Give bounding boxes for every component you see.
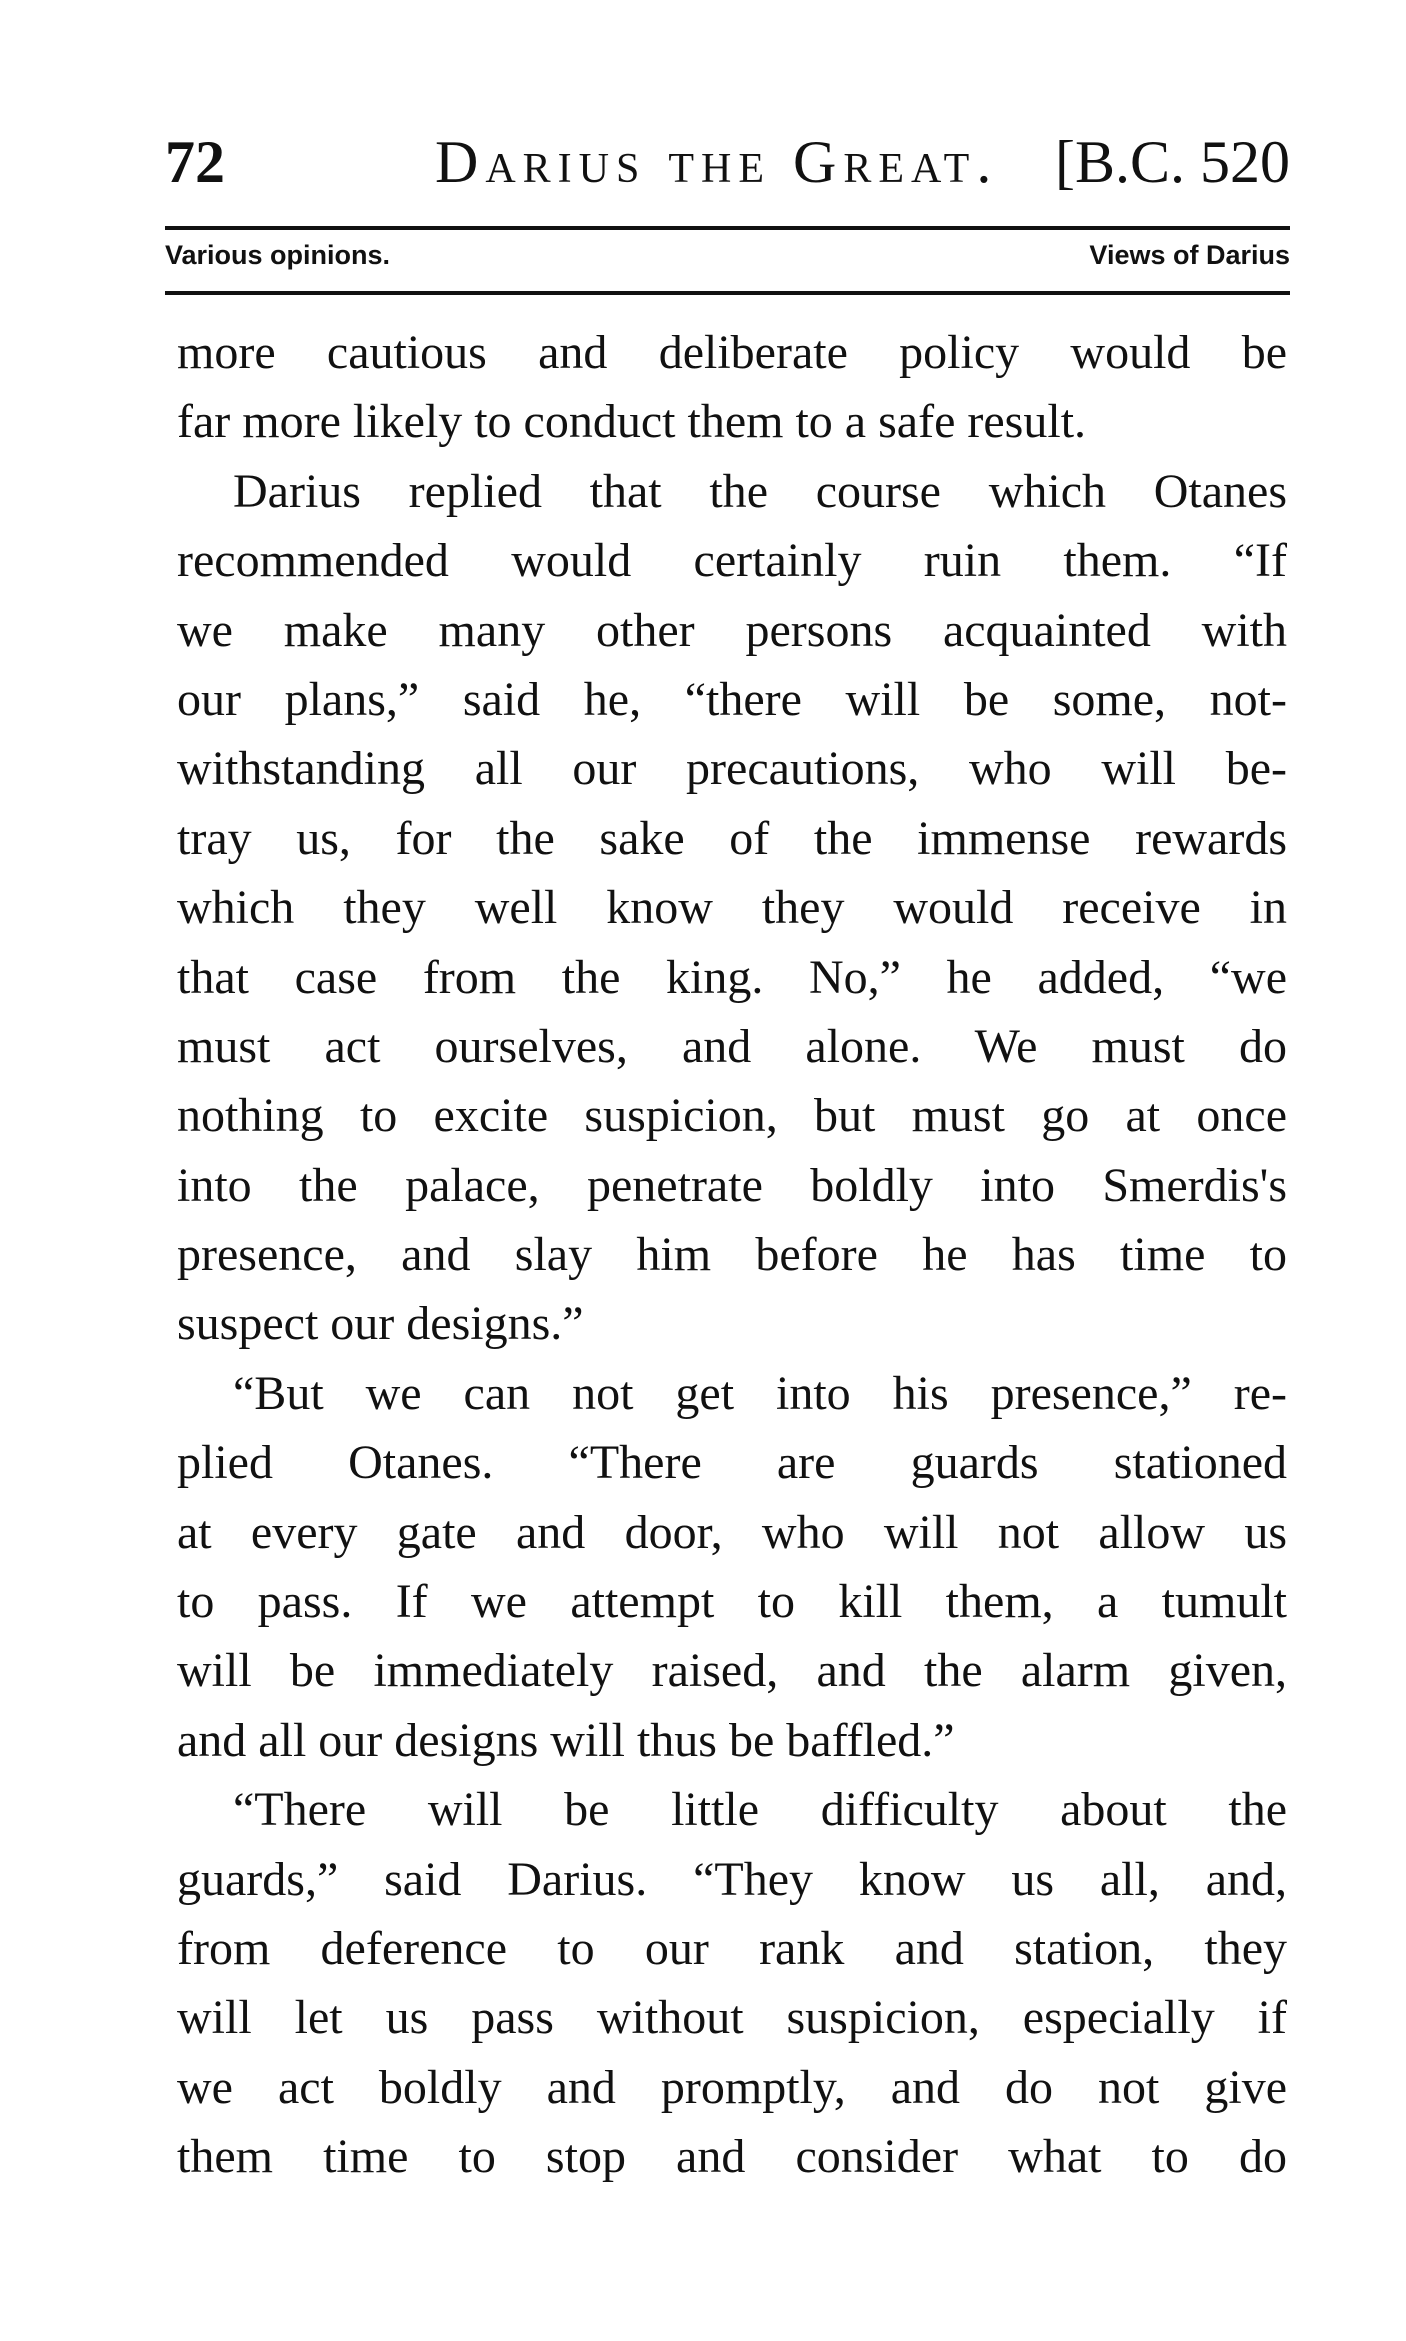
text-line: that case from the king. No,” he added, “we bbox=[177, 950, 1287, 1004]
text-line: from deference to our rank and station, they bbox=[177, 1921, 1287, 1975]
text-line: we act boldly and promptly, and do not give bbox=[177, 2060, 1287, 2114]
text-line: to pass. If we attempt to kill them, a tumult bbox=[177, 1575, 1287, 1629]
text-line: must act ourselves, and alone. We must do bbox=[177, 1019, 1287, 1073]
header-rule-bottom bbox=[165, 291, 1290, 295]
text-line: and all our designs will thus be baffled.” bbox=[177, 1713, 955, 1767]
text-line: more cautious and deliberate policy would be bbox=[177, 326, 1287, 379]
text-line: which they well know they would receive in bbox=[177, 881, 1287, 935]
text-line: tray us, for the sake of the immense rewards bbox=[177, 811, 1287, 865]
text-line: will let us pass without suspicion, especially if bbox=[177, 1991, 1287, 2045]
text-line: plied Otanes. “There are guards stationed bbox=[177, 1436, 1287, 1490]
text-line: far more likely to conduct them to a safe result. bbox=[177, 395, 1087, 449]
text-line: nothing to excite suspicion, but must go at once bbox=[177, 1089, 1287, 1143]
header-rule-top bbox=[165, 226, 1290, 230]
text-line: “There will be little difficulty about the bbox=[233, 1783, 1287, 1837]
text-line: guards,” said Darius. “They know us all, and, bbox=[177, 1852, 1287, 1906]
text-line: suspect our designs.” bbox=[177, 1297, 584, 1351]
page-number: 72 bbox=[165, 129, 225, 195]
text-line: presence, and slay him before he has time to bbox=[177, 1228, 1287, 1282]
date-marker: [B.C. 520 bbox=[1054, 129, 1290, 195]
text-line: will be immediately raised, and the alarm given, bbox=[177, 1644, 1287, 1698]
side-notes bbox=[165, 240, 1290, 271]
text-line: at every gate and door, who will not allow us bbox=[177, 1505, 1287, 1559]
text-line: recommended would certainly ruin them. “If bbox=[177, 534, 1287, 588]
text-line: “But we can not get into his presence,” re- bbox=[233, 1366, 1287, 1420]
running-header bbox=[165, 128, 1290, 208]
side-note-left: Various opinions. bbox=[165, 240, 391, 270]
text-line: Darius replied that the course which Otanes bbox=[233, 464, 1287, 518]
body-text bbox=[177, 318, 1287, 2192]
text-line: them time to stop and consider what to do bbox=[177, 2130, 1287, 2184]
side-note-right: Views of Darius bbox=[1089, 240, 1290, 270]
text-line: our plans,” said he, “there will be some, not- bbox=[177, 672, 1287, 726]
text-line: into the palace, penetrate boldly into Smerdis's bbox=[177, 1158, 1287, 1212]
text-line: we make many other persons acquainted with bbox=[177, 603, 1287, 657]
text-line: withstanding all our precautions, who will be- bbox=[177, 742, 1287, 796]
running-title: Darius the Great. bbox=[435, 129, 999, 195]
